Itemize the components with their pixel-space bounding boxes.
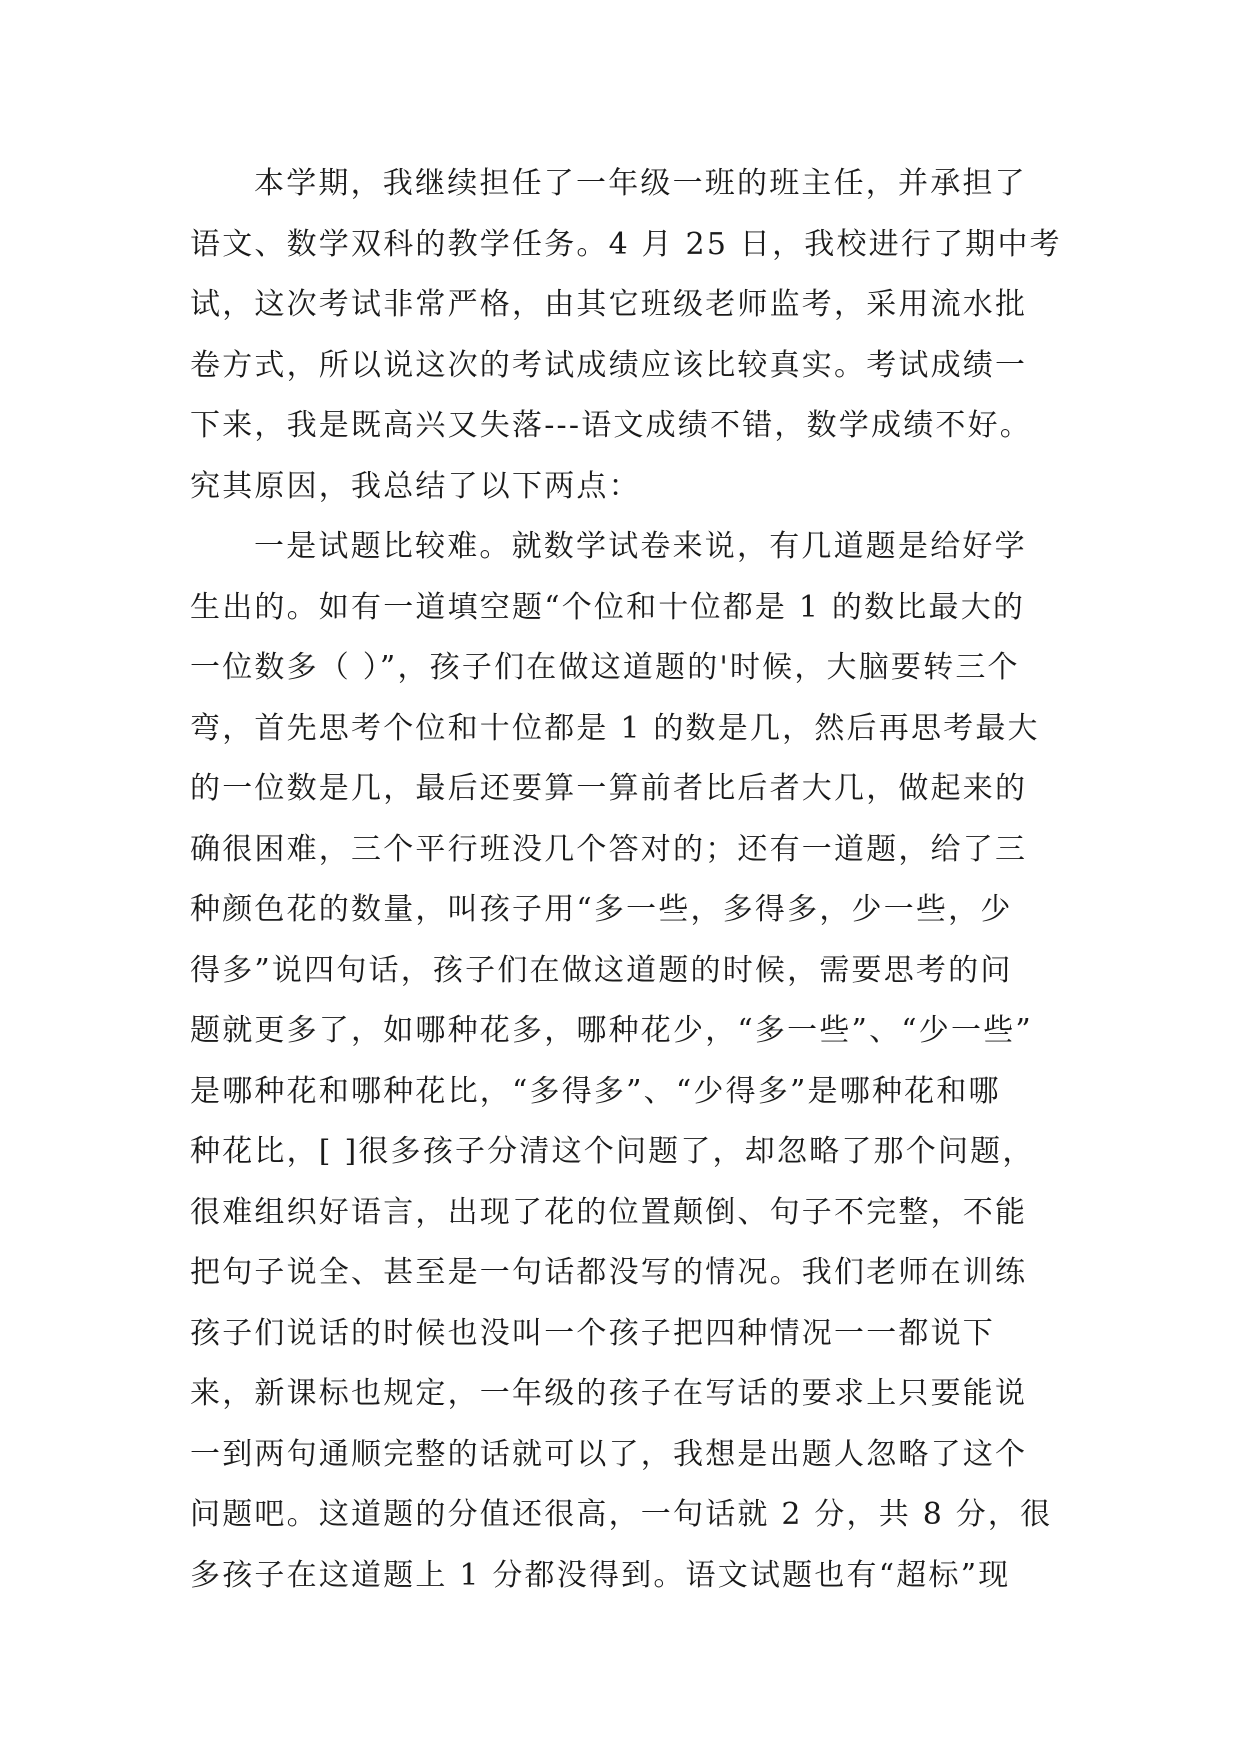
text-line: 把句子说全、甚至是一句话都没写的情况。我们老师在训练: [190, 1255, 1028, 1290]
text-line: 种花比，[ ]很多孩子分清这个问题了，却忽略了那个问题，: [190, 1134, 1035, 1169]
text-line: 本学期，我继续担任了一年级一班的班主任，并承担了: [254, 166, 1027, 201]
paragraph-reason-one: [190, 517, 1053, 1606]
text-line: 多孩子在这道题上 1 分都没得到。语文试题也有“超标”现: [190, 1557, 1011, 1593]
text-line: 一位数多（ ）”，孩子们在做这道题的'时候，大脑要转三个: [190, 650, 1020, 685]
text-line: 孩子们说话的时候也没叫一个孩子把四种情况一一都说下: [190, 1315, 995, 1351]
text-line: 确很困难，三个平行班没几个答对的；还有一道题，给了三: [190, 831, 1028, 867]
text-line: 的一位数是几，最后还要算一算前者比后者大几，做起来的: [190, 771, 1028, 806]
text-line: 是哪种花和哪种花比，“多得多”、“少得多”是哪种花和哪: [190, 1073, 1001, 1109]
text-line: 卷方式，所以说这次的考试成绩应该比较真实。考试成绩一: [190, 347, 1028, 383]
text-line: 一是试题比较难。就数学试卷来说，有几道题是给好学: [254, 529, 1027, 564]
text-line: 得多”说四句话，孩子们在做这道题的时候，需要思考的问: [190, 952, 1013, 988]
text-line: 题就更多了，如哪种花多，哪种花少，“多一些”、“少一些”: [190, 1013, 1033, 1048]
text-line: 来，新课标也规定，一年级的孩子在写话的要求上只要能说: [190, 1376, 1028, 1411]
text-line: 语文、数学双科的教学任务。4 月 25 日，我校进行了期中考: [190, 226, 1062, 262]
text-line: 一到两句通顺完整的话就可以了，我想是出题人忽略了这个: [190, 1436, 1028, 1472]
text-line: 究其原因，我总结了以下两点：: [190, 468, 641, 504]
text-line: 很难组织好语言，出现了花的位置颠倒、句子不完整，不能: [190, 1194, 1028, 1230]
document-body: [190, 154, 1062, 1606]
text-line: 下来，我是既高兴又失落---语文成绩不错，数学成绩不好。: [190, 408, 1033, 443]
text-line: 种颜色花的数量，叫孩子用“多一些，多得多，少一些，少: [190, 892, 1013, 927]
text-line: 弯，首先思考个位和十位都是 1 的数是几，然后再思考最大: [190, 710, 1040, 746]
text-line: 生出的。如有一道填空题“个位和十位都是 1 的数比最大的: [190, 589, 1026, 625]
text-line: 问题吧。这道题的分值还很高，一句话就 2 分，共 8 分，很: [190, 1497, 1053, 1532]
paragraph-intro: [190, 154, 1062, 517]
text-line: 试，这次考试非常严格，由其它班级老师监考，采用流水批: [190, 287, 1028, 322]
